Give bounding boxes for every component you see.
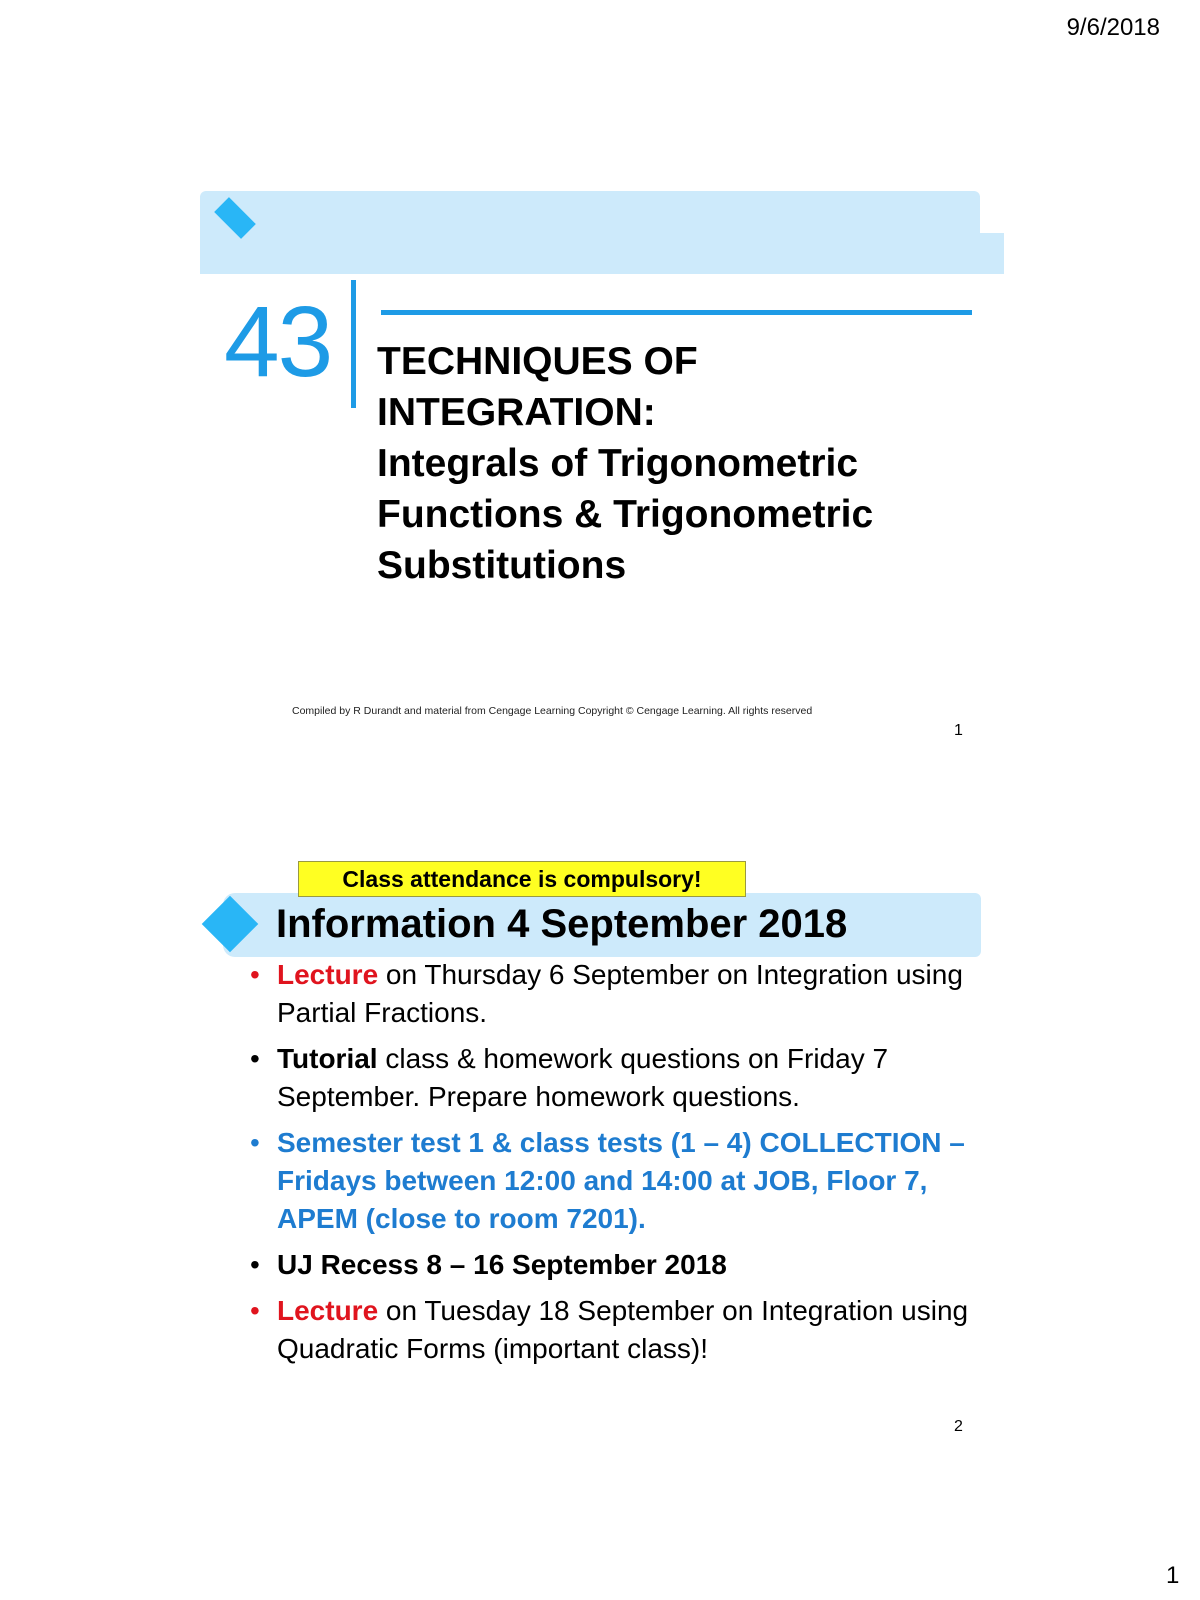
slide-page-number: 2: [954, 1418, 963, 1435]
attendance-notice: Class attendance is compulsory!: [298, 861, 746, 897]
list-item: [248, 1124, 988, 1238]
vertical-divider: [351, 280, 356, 408]
information-list: [248, 956, 988, 1376]
slide1-header-band: [200, 191, 980, 233]
item-lead: Lecture: [277, 1295, 379, 1326]
chapter-number: 43: [224, 286, 332, 398]
title-line: INTEGRATION:: [377, 391, 656, 434]
title-line: Substitutions: [377, 544, 627, 587]
slide-title: Information 4 September 2018: [276, 902, 848, 946]
slide-page-number: 1: [954, 722, 963, 739]
item-lead: Lecture: [277, 959, 379, 990]
copyright-credit: Compiled by R Durandt and material from Cengage Learning Copyright © Cengage Learning. All rights reserved: [292, 705, 813, 717]
item-text: on Tuesday 18 September on Integration using Quadratic Forms (important class)!: [277, 1295, 969, 1364]
chapter-title: [377, 336, 997, 591]
list-item: [248, 956, 988, 1032]
list-item: [248, 1292, 988, 1368]
title-line: Functions & Trigonometric: [377, 493, 874, 536]
document-date: 9/6/2018: [1066, 14, 1160, 41]
list-item: [248, 1246, 988, 1284]
slide1-header-band-lower: [200, 233, 1004, 274]
horizontal-divider: [381, 310, 972, 315]
document-page-number: 1: [1166, 1562, 1180, 1589]
list-item: [248, 1040, 988, 1116]
title-line: TECHNIQUES OF: [377, 340, 698, 383]
item-text: on Thursday 6 September on Integration using Partial Fractions.: [277, 959, 963, 1028]
item-lead: Semester test 1 & class tests (1 – 4) COLLECTION – Fridays between 12:00 and 14:00 at JOB, Floor 7, APEM (close to room 7201).: [277, 1127, 965, 1234]
item-lead: UJ Recess 8 – 16 September 2018: [277, 1249, 727, 1280]
title-line: Integrals of Trigonometric: [377, 442, 859, 485]
item-lead: Tutorial: [277, 1043, 378, 1074]
item-text: class & homework questions on Friday 7 September. Prepare homework questions.: [277, 1043, 889, 1112]
